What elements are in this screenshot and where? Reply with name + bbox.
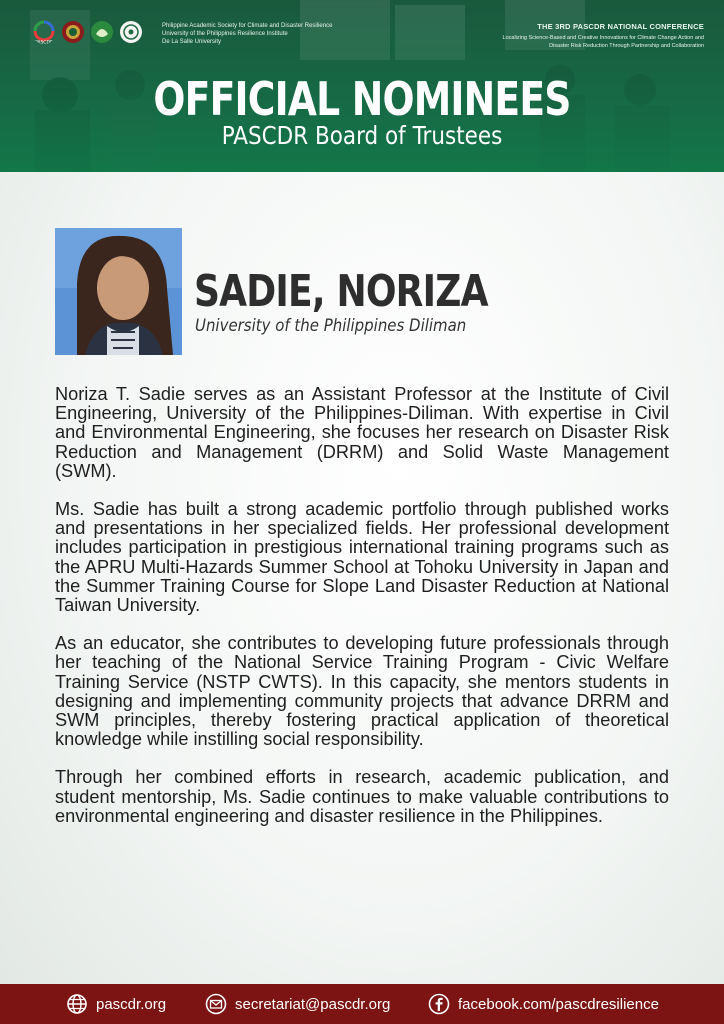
footer-website[interactable] [66,984,166,1024]
nominee-bio [55,385,669,845]
up-resilience-logo [61,20,85,44]
bio-paragraph-3: As an educator, she contributes to developing future professionals through her teaching of the National Service Training Program - Civic Welfare Training Service (NSTP CWTS). In this capacity, she mentors students in designing and implementing community projects that advance DRRM and SWM principles, thereby fostering practical application of theoretical knowledge while instilling social responsibility. [55,633,669,750]
footer-contact-bar [0,984,724,1024]
pascdr-logo [32,20,56,44]
facebook-icon [428,993,450,1015]
footer-facebook[interactable] [428,984,659,1024]
bio-paragraph-1: Noriza T. Sadie serves as an Assistant Professor at the Institute of Civil Engineering, University of the Philippines-Diliman. With expertise in Civil and Environmental Engineering, she focuses her research on Disaster Risk Reduction and Management (DRRM) and Solid Waste Management (SWM). [55,384,669,481]
dlsu-logo [90,20,114,44]
bio-paragraph-4: Through her combined efforts in research, academic publication, and student mentorship, Ms. Sadie continues to make valuable contributions to environmental engineering and disaster resilience in the Philippines. [55,767,669,826]
email-link[interactable]: secretariat@pascdr.org [235,995,391,1013]
conference-subtitle-2: Disaster Risk Reduction Through Partnership and Collaboration [549,43,704,49]
bio-paragraph-2: Ms. Sadie has built a strong academic portfolio through published works and presentations in her specialized fields. Her professional development includes participation in prestigious international training programs such as the APRU Multi-Hazards Summer School at Tohoku University in Japan and the Summer Training Course for Slope Land Disaster Reduction at National Taiwan University. [55,499,669,616]
nominee-name: SADIE, NORIZA [194,266,488,317]
footer-email[interactable] [205,984,390,1024]
pascdr-logo-text: PASCDR [34,40,54,44]
header-banner [0,0,724,172]
org-line-1: Philippine Academic Society for Climate and Disaster Resilience [162,23,333,29]
website-link[interactable]: pascdr.org [96,995,167,1013]
facebook-link[interactable]: facebook.com/pascdresilience [458,995,659,1013]
nominee-affiliation: University of the Philippines Diliman [195,316,467,336]
conference-subtitle-1: Localizing Science-Based and Creative Innovations for Climate Change Action and [502,35,704,41]
conference-info [503,22,704,50]
partner-logos [32,20,143,44]
email-icon [205,993,227,1015]
nominee-portrait [55,228,182,355]
page-subtitle: PASCDR Board of Trustees [221,121,503,150]
globe-icon [66,993,88,1015]
conference-title: THE 3RD PASCDR NATIONAL CONFERENCE [537,22,704,31]
seal-logo [119,20,143,44]
org-line-2: University of the Philippines Resilience Institute [162,31,288,37]
page-title: OFFICIAL NOMINEES [153,72,571,126]
org-line-3: De La Salle University [162,39,222,45]
organizer-names [162,22,332,46]
